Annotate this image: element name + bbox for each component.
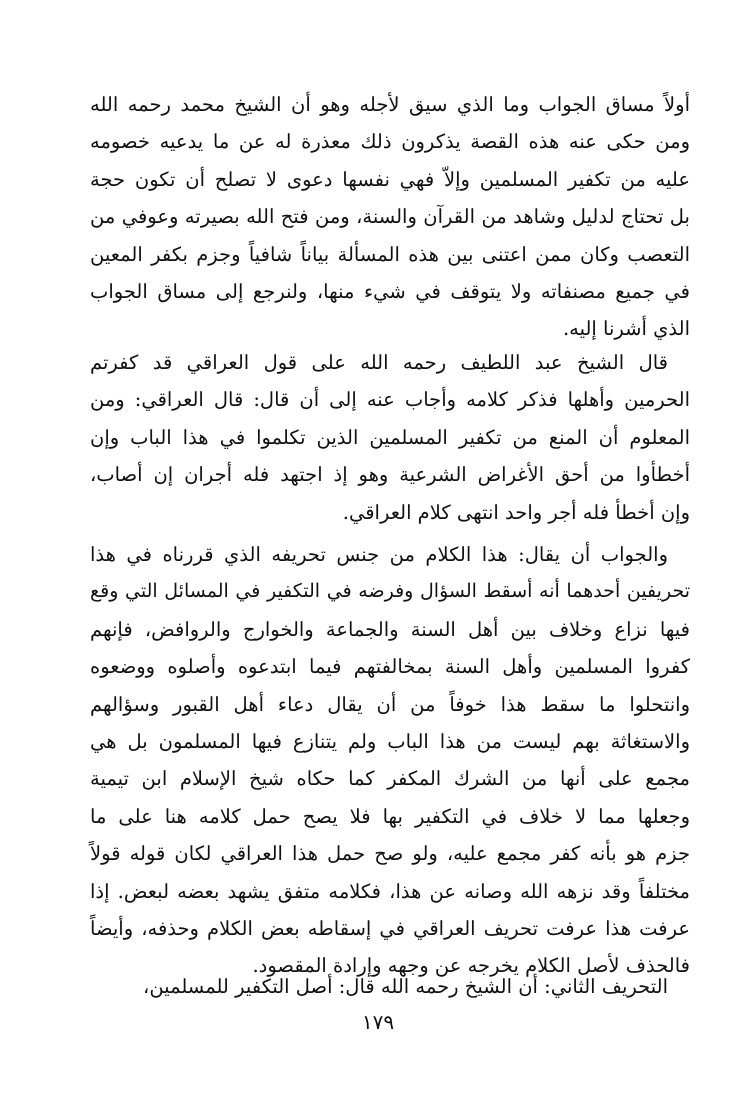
text-line: جزم هو بأنه كفر مجمع عليه، ولو صح حمل هذا العراقي لكان قوله قولاً bbox=[90, 842, 690, 866]
text-line: المعلوم أن المنع من تكفير المسلمين الذين تكلموا في هذا الباب وإن bbox=[90, 425, 690, 449]
paragraph-1 bbox=[90, 86, 690, 348]
text-line: الحرمين وأهلها فذكر كلامه وأجاب عنه إلى أن قال: قال العراقي: ومن bbox=[90, 388, 690, 412]
text-line: أخطأوا من أحق الأغراض الشرعية وهو إذ اجتهد فله أجران إن أصاب، bbox=[90, 463, 690, 487]
text-line: كفروا المسلمين وأهل السنة بمخالفتهم فيما ابتدعوه وأصلوه ووضعوه bbox=[90, 655, 690, 679]
paragraph-2 bbox=[90, 344, 690, 531]
text-line: فيها نزاع وخلاف بين أهل السنة والجماعة والخوارج والروافض، فإنهم bbox=[90, 617, 690, 641]
text-line: الذي أشرنا إليه. bbox=[562, 317, 690, 341]
text-line: التعصب وكان ممن اعتنى بين هذه المسألة بياناً شافياً وجزم بكفر المعين bbox=[90, 242, 690, 266]
text-line: وإن أخطأ فله أجر واحد انتهى كلام العراقي. bbox=[342, 500, 690, 524]
text-line: ومن حكى عنه هذه القصة يذكرون ذلك معذرة له عن ما يدعيه خصومه bbox=[90, 130, 690, 154]
text-line: وانتحلوا ما سقط هذا خوفاً من أن يقال دعاء أهل القبور وسؤالهم bbox=[90, 692, 690, 716]
text-line: التحريف الثاني: أن الشيخ رحمه الله قال: أصل التكفير للمسلمين، bbox=[143, 975, 668, 998]
text-line: عليه من تكفير المسلمين وإلاّ فهي نفسها دعوى لا تصلح أن تكون حجة bbox=[90, 167, 690, 191]
text-line: فالحذف لأصل الكلام يخرجه عن وجهه وإرادة المقصود. bbox=[252, 954, 690, 978]
text-line: وجعلها مما لا خلاف في التكفير بها فلا يصح حمل كلامه هنا على ما bbox=[90, 804, 690, 828]
text-line: عرفت هذا عرفت تحريف العراقي في إسقاطه بعض الكلام وحذفه، وأيضاً bbox=[90, 916, 690, 940]
text-line: أولاً مساق الجواب وما الذي سيق لأجله وهو أن الشيخ محمد رحمه الله bbox=[90, 93, 690, 116]
text-line: مختلفاً وقد نزهه الله وصانه عن هذا، فكلامه متفق يشهد بعضه لبعض. إذا bbox=[90, 879, 690, 903]
text-line: بل تحتاج لدليل وشاهد من القرآن والسنة، ومن فتح الله بصيرته وعوفي من bbox=[90, 205, 690, 229]
text-line: في جميع مصنفاته ولا يتوقف في شيء منها، ولنرجع إلى مساق الجواب bbox=[90, 279, 690, 303]
text-line: والجواب أن يقال: هذا الكلام من جنس تحريفه الذي قررناه في هذا bbox=[90, 543, 668, 566]
text-line: والاستغاثة بهم ليست من هذا الباب ولم يتنازع فيها المسلمون بل هي bbox=[90, 729, 690, 753]
text-line: تحريفين أحدهما أنه أسقط السؤال وفرضه في التكفير في المسائل التي وقع bbox=[90, 580, 690, 603]
paragraph-3 bbox=[90, 536, 690, 985]
paragraph-4 bbox=[90, 968, 690, 1005]
text-line: قال الشيخ عبد اللطيف رحمه الله على قول العراقي قد كفرتم bbox=[90, 351, 668, 374]
text-line: مجمع على أنها من الشرك المكفر كما حكاه شيخ الإسلام ابن تيمية bbox=[90, 767, 690, 791]
page-number: ١٧٩ bbox=[361, 1010, 395, 1034]
